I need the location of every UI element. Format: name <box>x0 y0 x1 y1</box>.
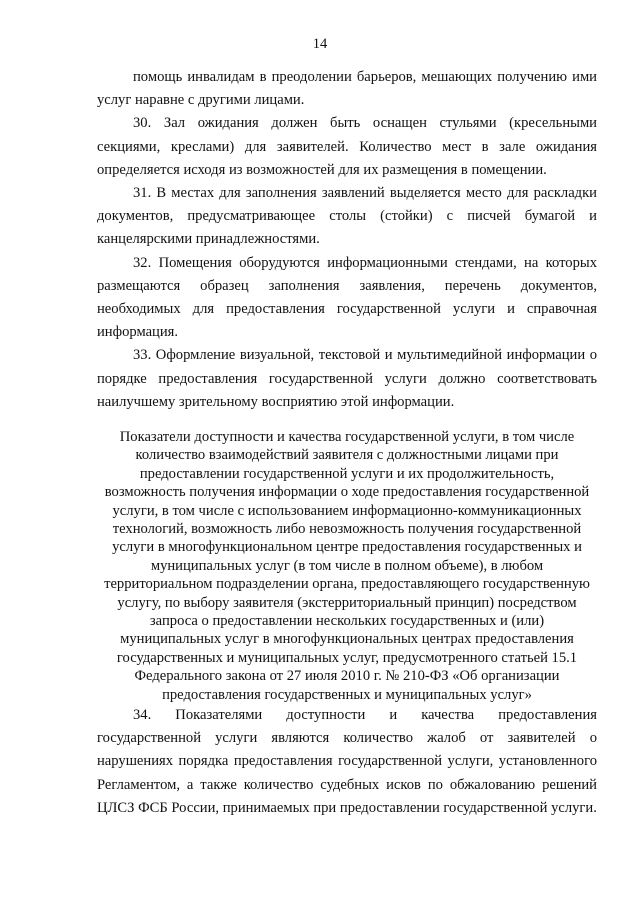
heading-line: муниципальных услуг в многофункциональных центрах предоставления <box>120 631 574 648</box>
heading-line: услуги в многофункциональном центре предоставления государственных и <box>112 539 582 556</box>
section-heading <box>97 428 597 704</box>
heading-line: услуги, в том числе с использованием информационно-коммуникационных <box>112 502 582 519</box>
paragraph-33: 33. Оформление визуальной, текстовой и мультимедийной информации о порядке предоставления государственной услуги должно соответствовать наилучшему зрительному восприятию этой информации. <box>97 347 597 410</box>
heading-line: государственных и муниципальных услуг, предусмотренного статьей 15.1 <box>116 649 578 666</box>
heading-line: возможность получения информации о ходе предоставления государственной <box>104 484 590 501</box>
heading-line: услугу, по выбору заявителя (экстерриториальный принцип) посредством <box>117 594 577 611</box>
page-number: 14 <box>312 36 328 52</box>
paragraph-continued: помощь инвалидам в преодолении барьеров, мешающих получению ими услуг наравне с другими лицами. <box>97 69 597 109</box>
heading-line: количество взаимодействий заявителя с должностными лицами при <box>135 447 559 464</box>
paragraph-30: 30. Зал ожидания должен быть оснащен стульями (кресельными секциями, креслами) для заявителей. Количество мест в зале ожидания определяется исходя из возможностей для их размещения в помещении. <box>97 115 597 178</box>
heading-line: запроса о предоставлении нескольких государственных и (или) <box>149 613 545 630</box>
heading-line: Федерального закона от 27 июля 2010 г. № 210-ФЗ «Об организации <box>134 668 560 685</box>
paragraph-32: 32. Помещения оборудуются информационными стендами, на которых размещаются образец заполнения заявления, перечень документов, необходимых для предоставления государственной услуги и справочная информация. <box>97 254 597 341</box>
heading-line: Показатели доступности и качества государственной услуги, в том числе <box>119 429 575 445</box>
heading-line: территориальном подразделении органа, предоставляющего государственную <box>104 576 590 593</box>
paragraphs-bottom <box>97 704 597 820</box>
heading-line: предоставления государственных и муниципальных услуг» <box>162 686 532 703</box>
heading-line: технологий, возможность либо невозможность получения государственной <box>112 521 582 538</box>
heading-line: муниципальных услуг (в том числе в полном объеме), в любом <box>150 557 544 574</box>
paragraph-31: 31. В местах для заполнения заявлений выделяется место для раскладки документов, предусматривающее столы (стойки) с писчей бумагой и канцелярскими принадлежностями. <box>97 185 597 248</box>
heading-line: предоставлении государственной услуги и их продолжительность, <box>139 465 555 482</box>
paragraphs-top <box>97 66 597 414</box>
paragraph-34: 34. Показателями доступности и качества предоставления государственной услуги являются количество жалоб от заявителей о нарушениях порядка предоставления государственной услуги, установленного Регламентом, а также количество судебных исков по обжалованию решений ЦЛСЗ ФСБ России, принимаемых при предоставлении государственной услуги. <box>97 707 597 816</box>
